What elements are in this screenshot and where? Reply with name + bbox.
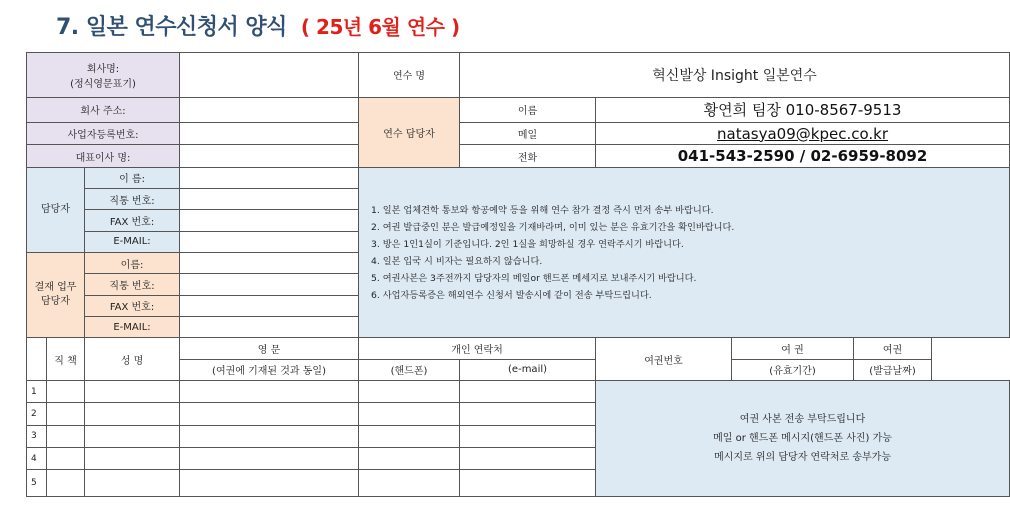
passport-copy-note: 여권 사본 전송 부탁드립니다 메일 or 핸드폰 메시지(핸드폰 사진) 가능 메시지로 위의 담당자 연락처로 송부가능: [596, 381, 1010, 497]
english-name-input[interactable]: [180, 448, 359, 470]
mobile-input[interactable]: [359, 448, 460, 470]
business-reg-input[interactable]: [180, 123, 359, 145]
business-reg-label: 사업자등록번호:: [27, 123, 180, 145]
title-main: 7. 일본 연수신청서 양식: [56, 15, 287, 40]
name-input[interactable]: [85, 403, 180, 425]
position-header: 직 책: [47, 338, 85, 381]
english-name-input[interactable]: [180, 470, 359, 497]
email-input[interactable]: [460, 381, 596, 403]
passport-header: 여 권: [732, 338, 854, 359]
manager-mail-label: 메일: [460, 123, 596, 145]
row-index-header: [27, 338, 47, 381]
note-item: 1. 일본 업체견학 통보와 항공예약 등을 위해 연수 참가 결정 즉시 먼저 송부 바랍니다.: [371, 204, 714, 216]
english-name-header: 영 문: [180, 338, 359, 359]
mobile-input[interactable]: [359, 381, 460, 403]
mobile-input[interactable]: [359, 470, 460, 497]
note-item: 5. 여권사본은 3주전까지 담당자의 메일or 핸드폰 메세지로 보내주시기 바랍니다.: [371, 272, 697, 284]
passport-number-header: 여권번호: [596, 338, 732, 381]
contact-fax-input[interactable]: [180, 210, 359, 231]
row-number: 3: [27, 425, 47, 447]
company-address-label: 회사 주소:: [27, 97, 180, 122]
note-item: 3. 방은 1인1실이 기준입니다. 2인 1실을 희망하실 경우 연락주시기 바랍니다.: [371, 238, 684, 250]
mobile-input[interactable]: [359, 403, 460, 425]
row-number: 4: [27, 448, 47, 470]
notes-box: [359, 167, 1010, 338]
payment-name-label: 이름:: [85, 253, 180, 274]
payment-name-input[interactable]: [180, 253, 359, 274]
payment-email-label: E-MAIL:: [85, 317, 180, 338]
row-number: 5: [27, 470, 47, 497]
name-header: 성 명: [85, 338, 180, 381]
expiry-subheader: (유효기간): [732, 359, 854, 380]
payment-fax-input[interactable]: [180, 295, 359, 316]
mobile-input[interactable]: [359, 425, 460, 447]
contact-person-label: 담당자: [27, 167, 85, 252]
contact-fax-label: FAX 번호:: [85, 210, 180, 231]
course-name-value: 혁신발상 Insight 일본연수: [460, 53, 1010, 98]
position-input[interactable]: [47, 403, 85, 425]
issue-date-subheader: (발급날짜): [854, 359, 932, 380]
contact-name-input[interactable]: [180, 167, 359, 188]
payment-phone-input[interactable]: [180, 274, 359, 295]
email-subheader: (e-mail): [460, 359, 596, 380]
note-item: 2. 여권 발급중인 분은 발급예정일을 기재바라며, 이미 있는 분은 유효기간을 확인바랍니다.: [371, 221, 735, 233]
row-number: 2: [27, 403, 47, 425]
position-input[interactable]: [47, 448, 85, 470]
name-input[interactable]: [85, 381, 180, 403]
contact-email-input[interactable]: [180, 231, 359, 252]
company-name-label: 회사명: (정식영문표기): [27, 53, 180, 98]
email-input[interactable]: [460, 448, 596, 470]
english-name-input[interactable]: [180, 381, 359, 403]
application-form: [26, 52, 1010, 497]
position-input[interactable]: [47, 425, 85, 447]
email-input[interactable]: [460, 403, 596, 425]
manager-name-label: 이름: [460, 97, 596, 122]
ceo-name-input[interactable]: [180, 145, 359, 167]
ceo-name-label: 대표이사 명:: [27, 145, 180, 167]
title-period: ( 25년 6월 연수 ): [300, 15, 460, 39]
english-name-input[interactable]: [180, 403, 359, 425]
course-name-label: 연수 명: [359, 53, 460, 98]
page-title: [56, 10, 460, 42]
mobile-subheader: (핸드폰): [359, 359, 460, 380]
contact-phone-label: 직통 번호:: [85, 189, 180, 210]
english-name-input[interactable]: [180, 425, 359, 447]
course-manager-label: 연수 담당자: [359, 97, 460, 167]
personal-contact-header: 개인 연락처: [359, 338, 596, 359]
position-input[interactable]: [47, 381, 85, 403]
company-address-input[interactable]: [180, 97, 359, 122]
manager-name-value: 황연희 팀장 010-8567-9513: [596, 97, 1010, 122]
english-name-subheader: (여권에 기재된 것과 동일): [180, 359, 359, 380]
payment-fax-label: FAX 번호:: [85, 295, 180, 316]
email-input[interactable]: [460, 470, 596, 497]
contact-email-label: E-MAIL:: [85, 231, 180, 252]
table-row: [27, 381, 1010, 403]
manager-phone-value: 041-543-2590 / 02-6959-8092: [596, 145, 1010, 167]
row-number: 1: [27, 381, 47, 403]
note-item: 4. 일본 입국 시 비자는 필요하지 않습니다.: [371, 255, 543, 267]
company-name-input[interactable]: [180, 53, 359, 98]
payment-person-label: 결재 업무 담당자: [27, 253, 85, 338]
position-input[interactable]: [47, 470, 85, 497]
name-input[interactable]: [85, 470, 180, 497]
name-input[interactable]: [85, 425, 180, 447]
passport2-header: 여권: [854, 338, 932, 359]
contact-phone-input[interactable]: [180, 189, 359, 210]
payment-email-input[interactable]: [180, 317, 359, 338]
manager-mail-link[interactable]: natasya09@kpec.co.kr: [596, 123, 1010, 145]
note-item: 6. 사업자등록증은 해외연수 신청서 발송시에 같이 전송 부탁드립니다.: [371, 289, 652, 301]
payment-phone-label: 직통 번호:: [85, 274, 180, 295]
email-input[interactable]: [460, 425, 596, 447]
name-input[interactable]: [85, 448, 180, 470]
contact-name-label: 이 름:: [85, 167, 180, 188]
manager-phone-label: 전화: [460, 145, 596, 167]
